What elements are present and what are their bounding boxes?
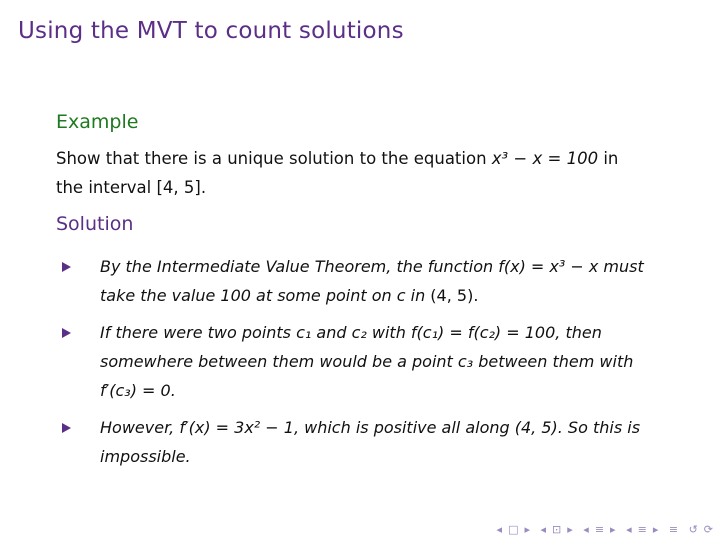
step-1-text-end: must	[598, 257, 644, 276]
step-1-line-1	[100, 252, 682, 281]
solution-step-3	[62, 413, 682, 471]
step-2-line-3: f′(c₃) = 0.	[100, 381, 176, 400]
nav-prev-frame-icon[interactable]: ◂	[540, 523, 548, 536]
example-text-end: in	[598, 149, 619, 168]
step-1-text: By the Intermediate Value Theorem, the function	[100, 257, 499, 276]
nav-subsection-icon[interactable]: ≡	[594, 523, 606, 536]
nav-next-subsection-icon[interactable]: ▸	[610, 523, 617, 536]
example-text: Show that there is a unique solution to the equation	[56, 149, 492, 168]
nav-toc-icon[interactable]: ≡	[668, 523, 680, 536]
example-body	[56, 144, 696, 202]
step-2-line-1: If there were two points c₁ and c₂ with f(c₁) = f(c₂) = 100, then	[100, 323, 602, 342]
nav-slide-icon[interactable]: □	[508, 523, 520, 536]
nav-frame-icon[interactable]: ⊡	[552, 523, 563, 536]
slide-title: Using the MVT to count solutions	[18, 18, 404, 44]
nav-search-icon[interactable]: ⟳	[703, 523, 714, 536]
step-1-text-2: take the value 100 at some point on c in	[100, 286, 431, 305]
example-heading: Example	[56, 111, 139, 133]
nav-prev-subsection-icon[interactable]: ◂	[583, 523, 590, 536]
nav-back-icon[interactable]: ↺	[688, 523, 699, 536]
nav-section-icon[interactable]: ≡	[637, 523, 648, 536]
solution-step-1	[62, 252, 682, 310]
solution-heading: Solution	[56, 213, 134, 235]
solution-list	[62, 252, 682, 479]
example-equation: x³ − x = 100	[491, 149, 599, 168]
nav-next-section-icon[interactable]: ▸	[652, 523, 660, 536]
example-line-1	[56, 144, 696, 173]
nav-prev-slide-icon[interactable]: ◂	[496, 523, 504, 536]
nav-prev-section-icon[interactable]: ◂	[626, 523, 633, 536]
example-line-2: the interval [4, 5].	[56, 178, 207, 197]
step-1-line-2	[100, 281, 682, 310]
bullet-triangle-icon	[62, 262, 71, 272]
bullet-triangle-icon	[62, 423, 71, 433]
step-3-line-2: impossible.	[100, 447, 191, 466]
step-3-line-1: However, f′(x) = 3x² − 1, which is positive all along (4, 5). So this is	[100, 418, 641, 437]
beamer-navigation	[492, 523, 714, 536]
nav-next-slide-icon[interactable]: ▸	[524, 523, 531, 536]
solution-step-2	[62, 318, 682, 405]
step-1-interval: (4, 5).	[430, 286, 479, 305]
nav-next-frame-icon[interactable]: ▸	[567, 523, 574, 536]
step-1-equation: f(x) = x³ − x	[498, 257, 599, 276]
step-2-line-2: somewhere between them would be a point c₃ between them with	[100, 352, 634, 371]
bullet-triangle-icon	[62, 328, 71, 338]
